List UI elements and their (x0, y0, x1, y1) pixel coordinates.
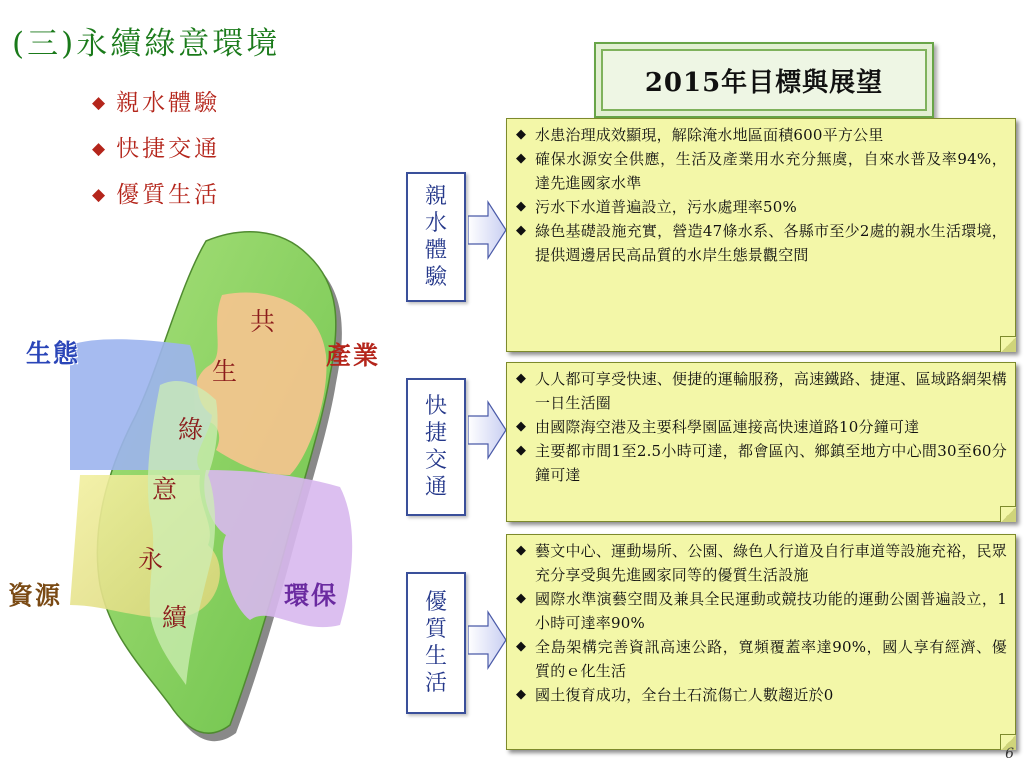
list-item: ◆ 人人都可享受快速、便捷的運輸服務，高速鐵路、捷運、區域路網架構一日生活圈 (513, 367, 1007, 415)
folded-corner (1000, 506, 1016, 522)
goal-title: 2015年目標與展望 (644, 67, 884, 98)
list-item: ◆ 水患治理成效顯現，解除淹水地區面積600平方公里 (513, 123, 1007, 147)
section-label-waterfront: 親 水 體 驗 (406, 172, 466, 302)
puzzle-char: 共 (250, 307, 276, 336)
puzzle-label-resources: 資源 (8, 581, 63, 610)
slide-title: (三)永續綠意環境 (12, 26, 281, 62)
list-item: ◆ 全島架構完善資訊高速公路，寬頻覆蓋率達90%，國人享有經濟、優質的ｅ化生活 (513, 635, 1007, 683)
puzzle-label-industry: 產業 (326, 341, 381, 370)
puzzle-label-ecology: 生態 (26, 339, 81, 368)
topic-label: 快捷交通 (116, 136, 221, 162)
topic-label: 親水體驗 (116, 90, 221, 116)
section-label-quality-life: 優 質 生 活 (406, 572, 466, 714)
diamond-bullet-icon: ◆ (92, 93, 109, 113)
arrow-right-icon (468, 610, 508, 670)
goal-header (594, 42, 934, 118)
puzzle-char: 永 (138, 545, 164, 574)
topic-item (92, 172, 220, 218)
list-item: ◆ 確保水源安全供應，生活及產業用水充分無虞，自來水普及率94%，達先進國家水準 (513, 147, 1007, 195)
folded-corner (1000, 336, 1016, 352)
list-item: ◆ 由國際海空港及主要科學園區連接高快速道路10分鐘可達 (513, 415, 1007, 439)
puzzle-char: 生 (212, 357, 238, 386)
topic-item (92, 126, 220, 172)
section-label-transport: 快 捷 交 通 (406, 378, 466, 516)
puzzle-char: 綠 (178, 415, 204, 444)
section-panel-quality-life (506, 534, 1016, 750)
arrow-right-icon (468, 400, 508, 460)
list-item: ◆ 主要都市間1至2.5小時可達，都會區內、鄉鎮至地方中心間30至60分鐘可達 (513, 439, 1007, 487)
topic-list (92, 80, 220, 218)
taiwan-puzzle-map (40, 225, 420, 750)
list-item: ◆ 國際水準演藝空間及兼具全民運動或競技功能的運動公園普遍設立，1小時可達率90% (513, 587, 1007, 635)
topic-label: 優質生活 (116, 182, 221, 208)
list-item: ◆ 污水下水道普遍設立，污水處理率50% (513, 195, 1007, 219)
puzzle-char: 續 (162, 603, 188, 632)
page-number: 6 (1005, 746, 1014, 762)
diamond-bullet-icon: ◆ (92, 185, 109, 205)
puzzle-label-environment: 環保 (284, 581, 339, 610)
arrow-right-icon (468, 200, 508, 260)
list-item: ◆ 國土復育成功，全台土石流傷亡人數趨近於0 (513, 683, 1007, 707)
section-panel-transport (506, 362, 1016, 522)
list-item: ◆ 藝文中心、運動場所、公園、綠色人行道及自行車道等設施充裕，民眾充分享受與先進國家同等的優質生活設施 (513, 539, 1007, 587)
section-panel-waterfront (506, 118, 1016, 352)
diamond-bullet-icon: ◆ (92, 139, 109, 159)
puzzle-char: 意 (152, 475, 178, 504)
topic-item (92, 80, 220, 126)
list-item: ◆ 綠色基礎設施充實，營造47條水系、各縣市至少2處的親水生活環境，提供週邊居民高品質的水岸生態景觀空間 (513, 219, 1007, 267)
